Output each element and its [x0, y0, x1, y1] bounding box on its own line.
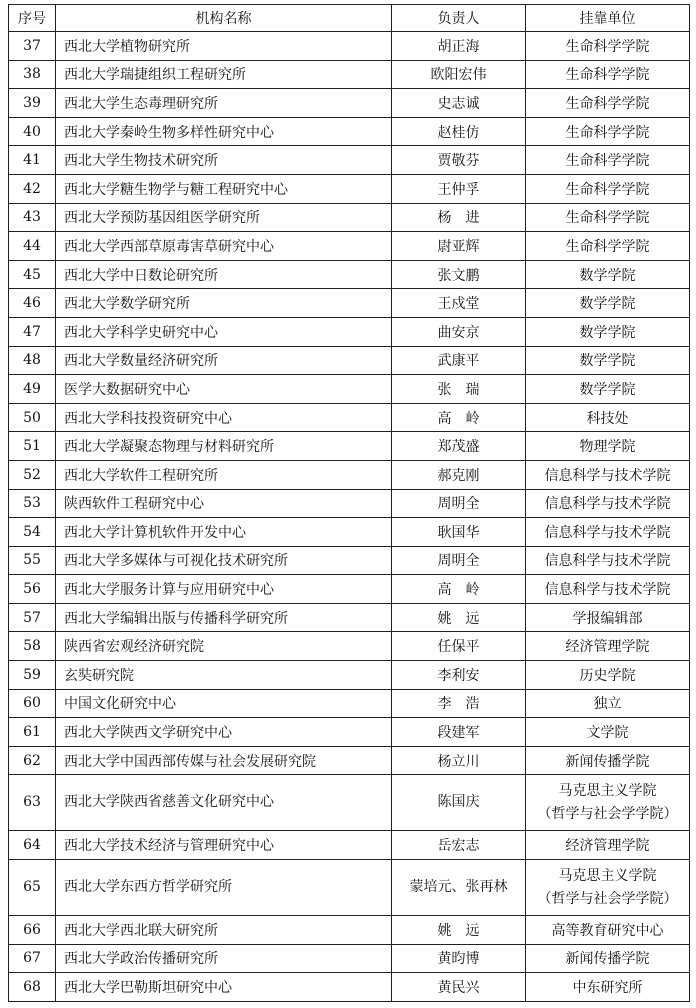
table-row — [9, 916, 690, 945]
row-index: 43 — [9, 203, 56, 232]
affiliated-unit-line: 新闻传播学院 — [565, 951, 650, 968]
affiliated-unit — [526, 775, 690, 831]
table-header — [9, 5, 690, 32]
header-responsible-person: 负责人 — [392, 5, 526, 32]
row-index: 52 — [9, 460, 56, 489]
affiliated-unit-line: 生命科学学院 — [565, 238, 650, 255]
affiliated-unit-line: 生命科学学院 — [565, 210, 650, 227]
affiliated-unit-line: 生命科学学院 — [565, 95, 650, 112]
affiliated-unit-line: 数学学院 — [579, 353, 636, 370]
affiliated-unit — [526, 460, 690, 489]
institution-name: 西北大学技术经济与管理研究中心 — [56, 831, 392, 860]
responsible-person: 王仲孚 — [392, 174, 526, 203]
responsible-person: 任保平 — [392, 632, 526, 661]
table-row — [9, 518, 690, 547]
affiliated-unit — [526, 32, 690, 61]
responsible-person: 尉亚辉 — [392, 232, 526, 261]
row-index: 39 — [9, 89, 56, 118]
institution-name: 西北大学陕西文学研究中心 — [56, 718, 392, 747]
table-row — [9, 432, 690, 461]
responsible-person: 段建军 — [392, 718, 526, 747]
table-row — [9, 60, 690, 89]
row-index: 44 — [9, 232, 56, 261]
row-index: 45 — [9, 260, 56, 289]
header-affiliated-unit: 挂靠单位 — [526, 5, 690, 32]
institution-name: 西北大学中国西部传媒与社会发展研究院 — [56, 746, 392, 775]
responsible-person: 王戍堂 — [392, 289, 526, 318]
responsible-person: 姚 远 — [392, 603, 526, 632]
affiliated-unit-line: 生命科学学院 — [565, 181, 650, 198]
affiliated-unit-line: 信息科学与技术学院 — [544, 582, 671, 599]
table-row — [9, 403, 690, 432]
header-institution-name: 机构名称 — [56, 5, 392, 32]
affiliated-unit-line-secondary: （哲学与社会学学院） — [537, 805, 678, 822]
row-index: 51 — [9, 432, 56, 461]
responsible-person: 武康平 — [392, 346, 526, 375]
header-index: 序号 — [9, 5, 56, 32]
affiliated-unit-line: 马克思主义学院 — [558, 867, 657, 884]
institution-name: 西北大学东西方哲学研究所 — [56, 860, 392, 916]
affiliated-unit — [526, 944, 690, 973]
responsible-person: 黄民兴 — [392, 973, 526, 1002]
affiliated-unit — [526, 831, 690, 860]
institution-name: 西北大学数量经济研究所 — [56, 346, 392, 375]
row-index: 54 — [9, 518, 56, 547]
table-row — [9, 489, 690, 518]
affiliated-unit-line: 生命科学学院 — [565, 153, 650, 170]
affiliated-unit — [526, 146, 690, 175]
row-index: 63 — [9, 775, 56, 831]
responsible-person: 岳宏志 — [392, 831, 526, 860]
institution-name: 西北大学秦岭生物多样性研究中心 — [56, 117, 392, 146]
responsible-person: 周明全 — [392, 489, 526, 518]
institution-name: 中国文化研究中心 — [56, 689, 392, 718]
row-index: 58 — [9, 632, 56, 661]
affiliated-unit-line: 数学学院 — [579, 267, 636, 284]
institution-name: 西北大学预防基因组医学研究所 — [56, 203, 392, 232]
affiliated-unit-line: 科技处 — [586, 410, 629, 427]
affiliated-unit-line: 信息科学与技术学院 — [544, 553, 671, 570]
responsible-person: 陈国庆 — [392, 775, 526, 831]
institution-name: 西北大学数学研究所 — [56, 289, 392, 318]
table-row — [9, 174, 690, 203]
row-index: 53 — [9, 489, 56, 518]
responsible-person: 周明全 — [392, 546, 526, 575]
affiliated-unit — [526, 575, 690, 604]
institution-name: 西北大学服务计算与应用研究中心 — [56, 575, 392, 604]
institution-name: 西北大学中日数论研究所 — [56, 260, 392, 289]
row-index: 55 — [9, 546, 56, 575]
affiliated-unit — [526, 317, 690, 346]
institution-name: 西北大学编辑出版与传播科学研究所 — [56, 603, 392, 632]
affiliated-unit — [526, 603, 690, 632]
affiliated-unit — [526, 661, 690, 690]
affiliated-unit — [526, 174, 690, 203]
table-row — [9, 346, 690, 375]
affiliated-unit-line: 马克思主义学院 — [558, 782, 657, 799]
affiliated-unit — [526, 860, 690, 916]
affiliated-unit-line: 数学学院 — [579, 324, 636, 341]
institutions-table — [8, 4, 690, 1002]
responsible-person: 史志诚 — [392, 89, 526, 118]
row-index: 48 — [9, 346, 56, 375]
affiliated-unit-line: 高等教育研究中心 — [551, 922, 664, 939]
table-row — [9, 944, 690, 973]
affiliated-unit-line: 中东研究所 — [572, 980, 643, 997]
row-index: 46 — [9, 289, 56, 318]
affiliated-unit — [526, 632, 690, 661]
affiliated-unit-line: 信息科学与技术学院 — [544, 524, 671, 541]
institution-name: 陕西省宏观经济研究院 — [56, 632, 392, 661]
table-row — [9, 718, 690, 747]
responsible-person: 杨立川 — [392, 746, 526, 775]
table-row — [9, 973, 690, 1002]
table-row — [9, 232, 690, 261]
responsible-person: 姚 远 — [392, 916, 526, 945]
affiliated-unit — [526, 289, 690, 318]
responsible-person: 张 瑞 — [392, 375, 526, 404]
row-index: 47 — [9, 317, 56, 346]
institution-name: 西北大学西北联大研究所 — [56, 916, 392, 945]
institution-name: 玄奘研究院 — [56, 661, 392, 690]
table-row — [9, 546, 690, 575]
responsible-person: 胡正海 — [392, 32, 526, 61]
institution-name: 西北大学凝聚态物理与材料研究所 — [56, 432, 392, 461]
institution-name: 西北大学多媒体与可视化技术研究所 — [56, 546, 392, 575]
responsible-person: 李利安 — [392, 661, 526, 690]
responsible-person: 郝克刚 — [392, 460, 526, 489]
table-row — [9, 146, 690, 175]
affiliated-unit — [526, 403, 690, 432]
table-row — [9, 860, 690, 916]
table-row — [9, 460, 690, 489]
table-row — [9, 831, 690, 860]
table-row — [9, 203, 690, 232]
affiliated-unit-line: 经济管理学院 — [565, 639, 650, 656]
institution-name: 西北大学生物技术研究所 — [56, 146, 392, 175]
table-row — [9, 775, 690, 831]
table-row — [9, 32, 690, 61]
affiliated-unit — [526, 973, 690, 1002]
responsible-person: 李 浩 — [392, 689, 526, 718]
table-row — [9, 575, 690, 604]
row-index: 68 — [9, 973, 56, 1002]
row-index: 66 — [9, 916, 56, 945]
institution-name: 西北大学植物研究所 — [56, 32, 392, 61]
row-index: 60 — [9, 689, 56, 718]
responsible-person: 欧阳宏伟 — [392, 60, 526, 89]
responsible-person: 黄昀博 — [392, 944, 526, 973]
responsible-person: 高 岭 — [392, 403, 526, 432]
header-row — [9, 5, 690, 32]
table-row — [9, 603, 690, 632]
responsible-person: 曲安京 — [392, 317, 526, 346]
affiliated-unit — [526, 489, 690, 518]
row-index: 42 — [9, 174, 56, 203]
affiliated-unit — [526, 346, 690, 375]
row-index: 40 — [9, 117, 56, 146]
institution-name: 西北大学巴勒斯坦研究中心 — [56, 973, 392, 1002]
affiliated-unit-line: 信息科学与技术学院 — [544, 467, 671, 484]
affiliated-unit-line: 物理学院 — [579, 439, 636, 456]
affiliated-unit — [526, 260, 690, 289]
institution-name: 医学大数据研究中心 — [56, 375, 392, 404]
affiliated-unit-line: 经济管理学院 — [565, 838, 650, 855]
row-index: 61 — [9, 718, 56, 747]
affiliated-unit — [526, 89, 690, 118]
row-index: 56 — [9, 575, 56, 604]
institution-name: 西北大学瑞捷组织工程研究所 — [56, 60, 392, 89]
responsible-person: 耿国华 — [392, 518, 526, 547]
affiliated-unit-line: 生命科学学院 — [565, 67, 650, 84]
table-row — [9, 117, 690, 146]
row-index: 49 — [9, 375, 56, 404]
table-row — [9, 632, 690, 661]
row-index: 65 — [9, 860, 56, 916]
row-index: 59 — [9, 661, 56, 690]
responsible-person: 高 岭 — [392, 575, 526, 604]
affiliated-unit — [526, 546, 690, 575]
table-row — [9, 661, 690, 690]
responsible-person: 赵桂仿 — [392, 117, 526, 146]
institution-name: 西北大学政治传播研究所 — [56, 944, 392, 973]
affiliated-unit-line: 数学学院 — [579, 381, 636, 398]
affiliated-unit — [526, 916, 690, 945]
row-index: 37 — [9, 32, 56, 61]
responsible-person: 郑茂盛 — [392, 432, 526, 461]
affiliated-unit — [526, 232, 690, 261]
affiliated-unit — [526, 117, 690, 146]
responsible-person: 张文鹏 — [392, 260, 526, 289]
affiliated-unit — [526, 432, 690, 461]
row-index: 41 — [9, 146, 56, 175]
institution-name: 西北大学生态毒理研究所 — [56, 89, 392, 118]
row-index: 67 — [9, 944, 56, 973]
affiliated-unit-line: 学报编辑部 — [572, 610, 643, 627]
affiliated-unit — [526, 746, 690, 775]
affiliated-unit — [526, 203, 690, 232]
affiliated-unit-line: 生命科学学院 — [565, 38, 650, 55]
affiliated-unit-line: 历史学院 — [579, 667, 636, 684]
affiliated-unit — [526, 518, 690, 547]
row-index: 38 — [9, 60, 56, 89]
affiliated-unit — [526, 375, 690, 404]
table-row — [9, 289, 690, 318]
institution-name: 西北大学软件工程研究所 — [56, 460, 392, 489]
affiliated-unit — [526, 689, 690, 718]
table-row — [9, 375, 690, 404]
institution-name: 西北大学西部草原毒害草研究中心 — [56, 232, 392, 261]
row-index: 57 — [9, 603, 56, 632]
affiliated-unit-line: 独立 — [593, 696, 622, 713]
affiliated-unit — [526, 60, 690, 89]
table-row — [9, 260, 690, 289]
row-index: 64 — [9, 831, 56, 860]
affiliated-unit-line-secondary: （哲学与社会学学院） — [537, 890, 678, 907]
affiliated-unit-line: 新闻传播学院 — [565, 753, 650, 770]
institution-name: 陕西软件工程研究中心 — [56, 489, 392, 518]
responsible-person: 贾敬芬 — [392, 146, 526, 175]
institution-name: 西北大学计算机软件开发中心 — [56, 518, 392, 547]
affiliated-unit-line: 文学院 — [586, 725, 629, 742]
table-row — [9, 317, 690, 346]
institution-name: 西北大学科技投资研究中心 — [56, 403, 392, 432]
affiliated-unit-line: 生命科学学院 — [565, 124, 650, 141]
responsible-person: 蒙培元、张再林 — [392, 860, 526, 916]
institution-name: 西北大学糖生物学与糖工程研究中心 — [56, 174, 392, 203]
row-index: 50 — [9, 403, 56, 432]
responsible-person: 杨 进 — [392, 203, 526, 232]
row-index: 62 — [9, 746, 56, 775]
institution-name: 西北大学陕西省慈善文化研究中心 — [56, 775, 392, 831]
affiliated-unit-line: 信息科学与技术学院 — [544, 496, 671, 513]
institution-name: 西北大学科学史研究中心 — [56, 317, 392, 346]
table-row — [9, 746, 690, 775]
affiliated-unit-line: 数学学院 — [579, 296, 636, 313]
table-body — [9, 32, 690, 1002]
table-row — [9, 689, 690, 718]
affiliated-unit — [526, 718, 690, 747]
table-row — [9, 89, 690, 118]
